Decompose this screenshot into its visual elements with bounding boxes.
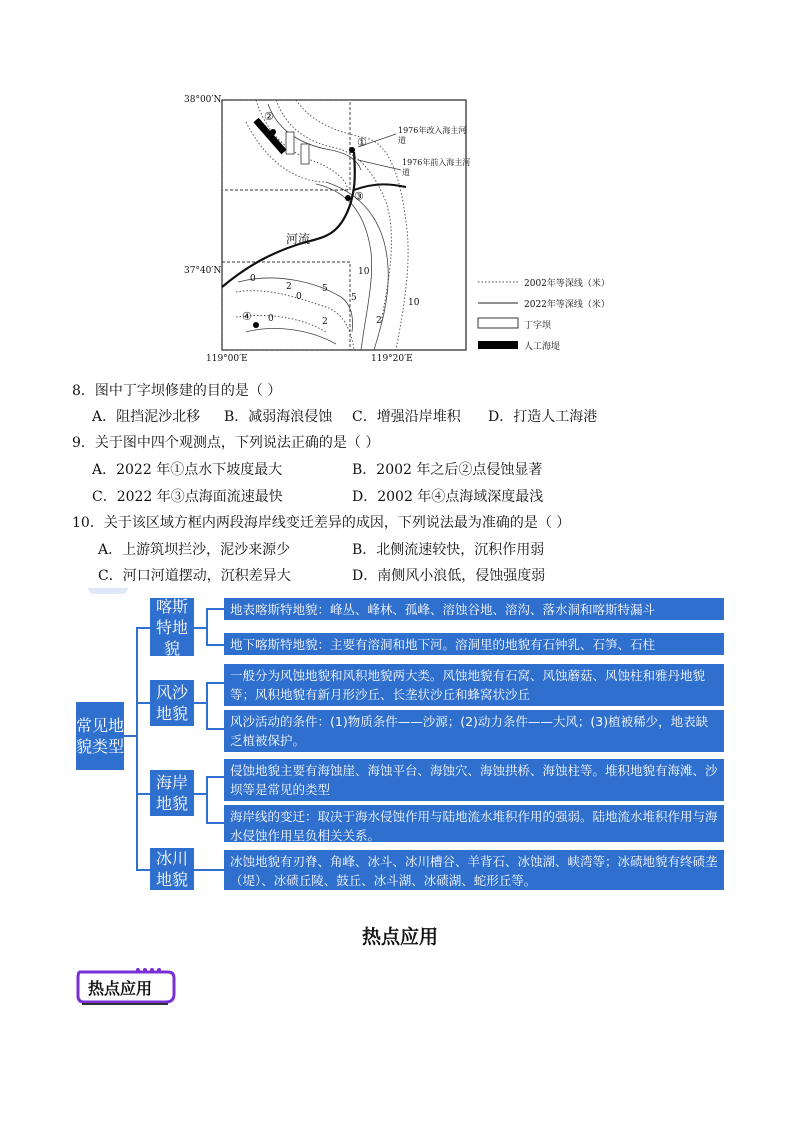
lat-bottom-label: 37°40′N bbox=[184, 266, 222, 276]
legend-label-tdam: 丁字坝 bbox=[524, 321, 552, 331]
connector bbox=[194, 627, 206, 629]
legend-label-2022: 2022年等深线（米） bbox=[524, 300, 610, 310]
point-4-label: ④ bbox=[242, 310, 252, 323]
point-2-label: ② bbox=[264, 110, 274, 123]
connector bbox=[136, 627, 150, 629]
question-10-option-a: A．上游筑坝拦沙，泥沙来源少 bbox=[98, 542, 291, 558]
question-8-option-d: D．打造人工海港 bbox=[488, 409, 598, 425]
question-8-option-c: C．增强沿岸堆积 bbox=[352, 409, 461, 425]
question-10-option-c: C．河口河道摆动，沉积差异大 bbox=[98, 568, 291, 584]
glacial-item-landforms: 冰蚀地貌有刃脊、角峰、冰斗、冰川槽谷、羊背石、冰蚀湖、峡湾等；冰碛地貌有终碛垄（堤）、冰碛丘陵、鼓丘、冰斗湖、冰碛湖、蛇形丘等。 bbox=[224, 850, 724, 890]
group-aeolian: 风沙地貌 bbox=[150, 680, 194, 726]
aeolian-item-types: 一般分为风蚀地貌和风积地貌两大类。风蚀地貌有石窝、风蚀蘑菇、风蚀柱和雅丹地貌等；风积地貌有新月形沙丘、长垄状沙丘和蜂窝状沙丘 bbox=[224, 664, 724, 706]
question-9-option-d: D．2002 年④点海域深度最浅 bbox=[352, 489, 544, 505]
contour-2022 bbox=[246, 328, 336, 344]
river-label: 河流 bbox=[286, 232, 311, 246]
question-9-stem: 9．关于图中四个观测点，下列说法正确的是（ ） bbox=[72, 435, 380, 451]
annotation-1976-in: 1976年改入海主河道 bbox=[398, 126, 467, 145]
coastal-item-landforms: 侵蚀地貌主要有海蚀崖、海蚀平台、海蚀穴、海蚀拱桥、海蚀柱等。堆积地貌有海滩、沙坝等是常见的类型 bbox=[224, 759, 724, 801]
question-10-option-d: D．南侧风小浪低，侵蚀强度弱 bbox=[352, 568, 546, 584]
contour-label: 10 bbox=[408, 298, 420, 308]
point-1-dot bbox=[349, 147, 355, 153]
question-9-option-c: C．2022 年③点海面流速最快 bbox=[92, 489, 283, 505]
connector bbox=[206, 728, 224, 730]
legend-symbol-seawall bbox=[478, 341, 518, 349]
coastal-item-shoreline: 海岸线的变迁：取决于海水侵蚀作用与陆地流水堆积作用的强弱。陆地流水堆积作用与海水侵蚀作用呈负相关关系。 bbox=[224, 805, 724, 842]
connector bbox=[194, 869, 224, 871]
contour-label: 0 bbox=[250, 274, 256, 284]
contour-label: 2 bbox=[376, 316, 382, 326]
contour-2002 bbox=[236, 291, 354, 350]
lon-right-label: 119°20′E bbox=[371, 354, 413, 364]
connector bbox=[206, 682, 208, 728]
group-glacial: 冰川地貌 bbox=[150, 848, 194, 890]
connector bbox=[206, 822, 224, 824]
question-8-stem: 8．图中丁字坝修建的目的是（ ） bbox=[72, 383, 282, 399]
point-3-dot bbox=[345, 195, 351, 201]
connector bbox=[206, 776, 224, 778]
question-9-option-a: A．2022 年①点水下坡度最大 bbox=[92, 462, 283, 478]
decor-arc bbox=[88, 588, 128, 594]
aeolian-item-conditions: 风沙活动的条件：(1)物质条件——沙源；(2)动力条件——大风；(3)植被稀少，地表缺乏植被保护。 bbox=[224, 710, 724, 752]
karst-item-underground: 地下喀斯特地貌：主要有溶洞和地下河。溶洞里的地貌有石钟乳、石笋、石柱 bbox=[224, 633, 724, 655]
connector bbox=[206, 682, 224, 684]
connector bbox=[194, 793, 206, 795]
karst-item-surface: 地表喀斯特地貌：峰丛、峰林、孤峰、溶蚀谷地、溶沟、落水洞和喀斯特漏斗 bbox=[224, 598, 724, 620]
question-9-option-b: B．2002 年之后②点侵蚀显著 bbox=[352, 462, 543, 478]
contour-label: 0 bbox=[268, 314, 274, 324]
question-10-option-b: B．北侧流速较快，沉积作用弱 bbox=[352, 542, 545, 558]
hot-topic-badge bbox=[76, 968, 176, 1006]
map-box-south bbox=[222, 262, 350, 350]
contour-label: 0 bbox=[296, 292, 302, 302]
t-dam bbox=[301, 144, 309, 164]
point-4-dot bbox=[253, 322, 259, 328]
lon-left-label: 119°00′E bbox=[206, 354, 248, 364]
question-10-stem: 10．关于该区域方框内两段海岸线变迁差异的成因，下列说法最为准确的是（ ） bbox=[72, 515, 571, 531]
point-1-label: ① bbox=[357, 136, 367, 149]
question-8-option-b: B．减弱海浪侵蚀 bbox=[224, 409, 333, 425]
connector bbox=[206, 608, 208, 646]
contour-label: 2 bbox=[286, 282, 292, 292]
section-title: 热点应用 bbox=[361, 926, 438, 948]
legend-label-seawall: 人工海堤 bbox=[524, 342, 561, 352]
connector bbox=[136, 702, 150, 704]
coastal-map-figure bbox=[176, 92, 676, 374]
connector bbox=[136, 869, 150, 871]
badge-label: 热点应用 bbox=[88, 979, 153, 998]
connector bbox=[206, 776, 208, 822]
point-3-label: ③ bbox=[354, 190, 364, 203]
connector bbox=[136, 627, 138, 870]
connector bbox=[136, 793, 150, 795]
group-karst: 喀斯特地貌 bbox=[150, 598, 194, 656]
contour-label: 2 bbox=[322, 317, 328, 327]
legend-symbol-tdam bbox=[478, 318, 518, 328]
connector bbox=[206, 608, 224, 610]
contour-2002 bbox=[296, 100, 408, 350]
group-coastal: 海岸地貌 bbox=[150, 770, 194, 816]
contour-label: 5 bbox=[322, 284, 328, 294]
river bbox=[222, 152, 355, 287]
t-dam bbox=[286, 132, 294, 154]
lat-top-label: 38°00′N bbox=[184, 95, 222, 105]
connector bbox=[194, 702, 206, 704]
point-2-dot bbox=[270, 129, 276, 135]
mindmap-root: 常见地貌类型 bbox=[76, 702, 124, 770]
annotation-1976-before: 1976年前入海主河道 bbox=[402, 158, 471, 177]
legend-label-2002: 2002年等深线（米） bbox=[524, 279, 610, 289]
question-8-option-a: A．阻挡泥沙北移 bbox=[92, 409, 201, 425]
contour-2022 bbox=[268, 104, 361, 170]
connector bbox=[206, 644, 224, 646]
contour-label: 10 bbox=[358, 267, 370, 277]
contour-label: 5 bbox=[351, 293, 357, 303]
